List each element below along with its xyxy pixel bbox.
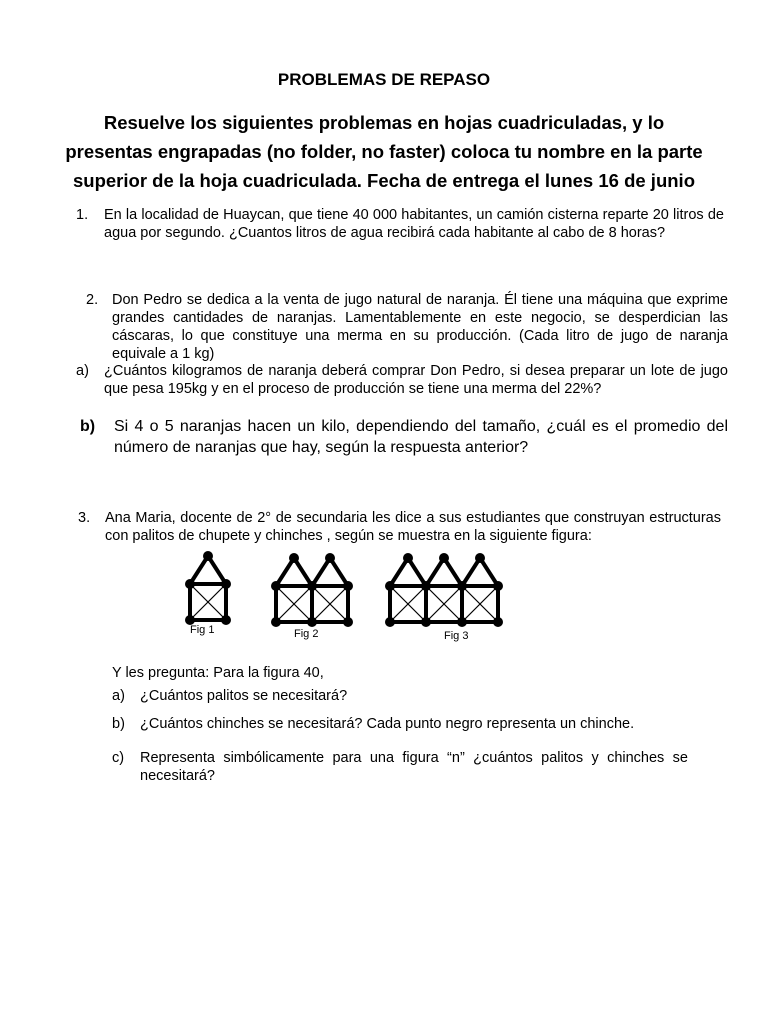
fig1-structure [190,556,226,620]
q3-number: 3. [78,510,91,526]
q3-a-label: a) [112,688,125,704]
document-title: PROBLEMAS DE REPASO [277,70,491,89]
q1-text: En la localidad de Huaycan, que tiene 40 000 habitantes, un camión cisterna reparte 20 litros de agua por segundo. ¿Cuantos litros de agua recibirá cada habitante al cabo de 8 horas? [104,207,724,241]
fig2-label: Fig 2 [294,628,319,640]
q1-number: 1. [76,207,89,223]
q3-b-label: b) [112,716,125,732]
q2-a-label: a) [76,363,89,379]
q3-text: Ana Maria, docente de 2° de secundaria les dice a sus estudiantes que construyan estructuras con palitos de chupete y chinches , según se muestra en la siguiente figura: [105,510,721,544]
q3-b-text: ¿Cuántos chinches se necesitará? Cada punto negro representa un chinche. [140,716,635,732]
q3-prompt: Y les pregunta: Para la figura 40, [112,665,324,681]
fig3-structure [390,558,498,622]
q2-number: 2. [86,292,99,308]
q3-a-text: ¿Cuántos palitos se necesitará? [140,688,348,704]
q2-a-text: ¿Cuántos kilogramos de naranja deberá comprar Don Pedro, si desea preparar un lote de jugo que pesa 195kg y en el proceso de producción se tiene una merma del 22%? [104,363,728,397]
fig1-label: Fig 1 [190,624,215,636]
fig3-label: Fig 3 [444,630,469,642]
q2-text: Don Pedro se dedica a la venta de jugo natural de naranja. Él tiene una máquina que exprime grandes cantidades de naranjas. Lamentablemente en este negocio, se desperdician las cáscaras, lo que constituye una merma en su producción. (Cada litro de jugo de naranja equivale a 1 kg) [112,292,728,362]
instructions: Resuelve los siguientes problemas en hojas cuadriculadas, y lo presentas engrapadas (no folder, no faster) coloca tu nombre en la parte superior de la hoja cuadriculada. Fecha de entrega el lunes 16 de junio [65,112,703,191]
stick-structures-figure [178,548,538,648]
q3-c-label: c) [112,750,125,766]
q3-c-text: Representa simbólicamente para una figura “n” ¿cuántos palitos y chinches se necesitará? [140,750,688,784]
q2-b-label: b) [80,418,96,435]
stick-structures-drawing [178,548,538,648]
q2-b-text: Si 4 o 5 naranjas hacen un kilo, dependiendo del tamaño, ¿cuál es el promedio del número de naranjas que hay, según la respuesta anterior? [114,418,728,456]
